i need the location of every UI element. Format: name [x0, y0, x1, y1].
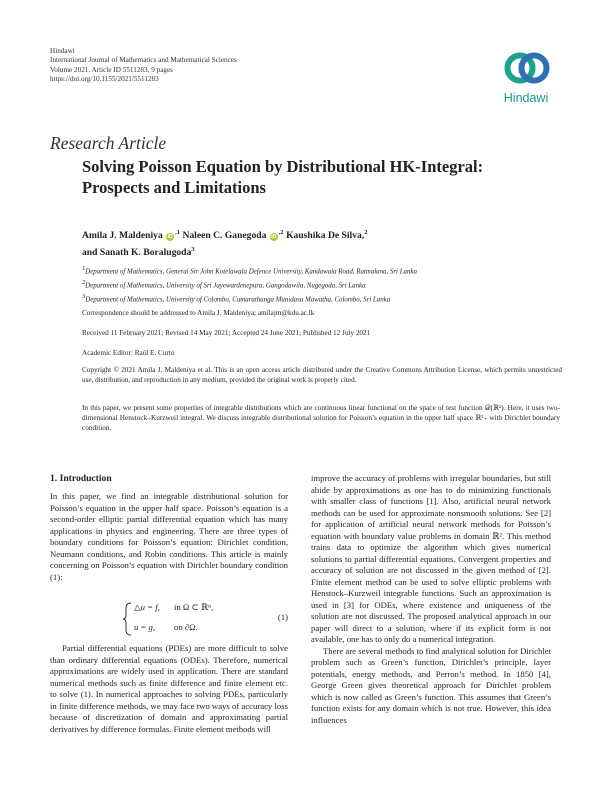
paragraph: Partial differential equations (PDEs) are more difficult to solve than ordinary differential equations (ODEs). Therefore, numerical approximations are widely used in application. There are standard numerical methods such as finite difference and finite element etc. to solve (1). In numerical approaches to solving PDEs, particularly in finite difference methods, we may face two ways of accuracy loss because of discretization of domain and approximating partial derivatives by difference formulas. Finite element methods will — [50, 643, 288, 734]
academic-editor: Academic Editor: Raúl E. Curto — [82, 349, 175, 357]
column-left-bottom — [50, 643, 288, 735]
affiliation-marker: ,2 — [278, 229, 284, 236]
paragraph: improve the accuracy of problems with irregular boundaries, but still abide by approximations as one has to do minimizing functionals with smaller class of functions [1]. Also, artificial neural network methods can be used for approximate nonsmooth solutions. See [2] for application of artificial neural network methods for Poisson’s equation with boundary value problems in domain ℝ². This method trains data to optimize the algorithm which gives numerical solutions to partial differential equations. Convergent properties and accuracy of solution are not discussed in the given method of [2]. Finite element method can be used to solve elliptic problems with Henstock–Kurzweil integrable functions. Such an approximation is used in [3] for ODEs, where existence and uniqueness of the solution are not discussed. The proposed analytical approach in our paper will direct to a solution, where if its explicit form is not available, one has to only do a numerical integration. — [311, 473, 551, 644]
journal-name: International Journal of Mathematics and Mathematical Sciences — [50, 56, 237, 65]
equation-line-1-rhs: in Ω ⊂ ℝⁿ, — [174, 602, 214, 612]
affiliation-item: $^3$Department of Mathematics, University of Colombo, Cumarathunga Munidasa Mawatha, Colombo, Sri Lanka — [82, 292, 391, 303]
abstract: In this paper, we present some properties of integrable distributions which are continuous linear functional on the space of test function 𝒟(ℝ²). Here, it uses two-dimensional Henstock–Kurzweil integral. We discuss integrable distributional solution for Poisson’s equation in the upper half space ℝ²₊ with Dirichlet boundary condition. — [82, 403, 560, 432]
author-name[interactable]: and Sanath K. Boralugoda — [82, 247, 192, 259]
orcid-icon[interactable]: iD — [167, 234, 173, 241]
orcid-icon[interactable]: iD — [271, 234, 277, 241]
journal-header — [50, 47, 237, 84]
author-list — [82, 226, 552, 260]
column-left-top — [50, 491, 288, 583]
article-title: Solving Poisson Equation by Distributional HK-Integral: Prospects and Limitations — [82, 157, 484, 197]
affiliation-item: $^1$Department of Mathematics, General Sir John Kotelawala Defence University, Kandawala Road, Ratmalana, Sri Lanka — [82, 265, 417, 276]
volume-info: Volume 2021, Article ID 5511283, 9 pages — [50, 65, 173, 74]
affiliation-marker: 2 — [364, 229, 368, 236]
affiliation-item: $^2$Department of Mathematics, University of Sri Jayewardenepura, Gangodawila, Nugegoda, Sri Lanka — [82, 278, 366, 290]
author-name[interactable]: Naleen C. Ganegoda — [182, 230, 267, 242]
publication-dates: Received 11 February 2021; Revised 14 May 2021; Accepted 24 June 2021; Published 12 July 2021 — [82, 329, 371, 337]
equation-number: (1) — [277, 612, 288, 622]
hindawi-logo-text: Hindawi — [503, 91, 549, 105]
affiliations — [82, 264, 562, 305]
equation-line-2-lhs: u = g, — [134, 622, 156, 632]
equation-line-1-lhs: △u = f, — [134, 602, 160, 612]
publisher-name: Hindawi — [50, 47, 75, 55]
equation-1 — [50, 598, 288, 640]
author-name[interactable]: Amila J. Maldeniya — [82, 230, 163, 242]
correspondence: Correspondence should be addressed to Amila J. Maldeniya; amilajm@kdu.ac.lk — [82, 309, 315, 317]
equation-line-2-rhs: on ∂Ω. — [174, 622, 198, 632]
doi-link[interactable]: https://doi.org/10.1155/2021/5511283 — [50, 74, 159, 83]
author-name[interactable]: Kaushika De Silva, — [286, 230, 365, 242]
column-right — [311, 473, 551, 726]
article-type: Research Article — [50, 133, 167, 153]
affiliation-marker: ,1 — [175, 229, 181, 236]
paragraph: In this paper, we find an integrable distributional solution for Poisson’s equation in the upper half space. Poisson’s equation is a second-order elliptic partial differential equation which has many applications in physics and engineering. There are three types of boundary conditions for Poisson’s equation: Dirichlet condition, Neumann conditions, and Robin conditions. This article is mainly concerning on Poisson’s equation with Dirichlet boundary condition (1): — [50, 491, 288, 582]
paragraph: There are several methods to find analytical solution for Dirichlet problem such as Green’s function, Dirichlet’s principle, layer potentials, energy methods, and Perron’s method. In 1850 [4], George Green gives theoretical approach for Dirichlet problem which is now called as Green’s function. This assumes that Green’s function exists for any domain which is not true. However, this idea influences — [311, 645, 551, 725]
section-heading: 1. Introduction — [50, 473, 112, 484]
copyright-notice: Copyright © 2021 Amila J. Maldeniya et al. This is an open access article distributed under the Creative Commons Attribution License, which permits unrestricted use, distribution, and reproduction in any medium, provided the original work is properly cited. — [82, 366, 562, 384]
brace-icon — [122, 602, 132, 636]
affiliation-marker: 3 — [191, 246, 195, 254]
